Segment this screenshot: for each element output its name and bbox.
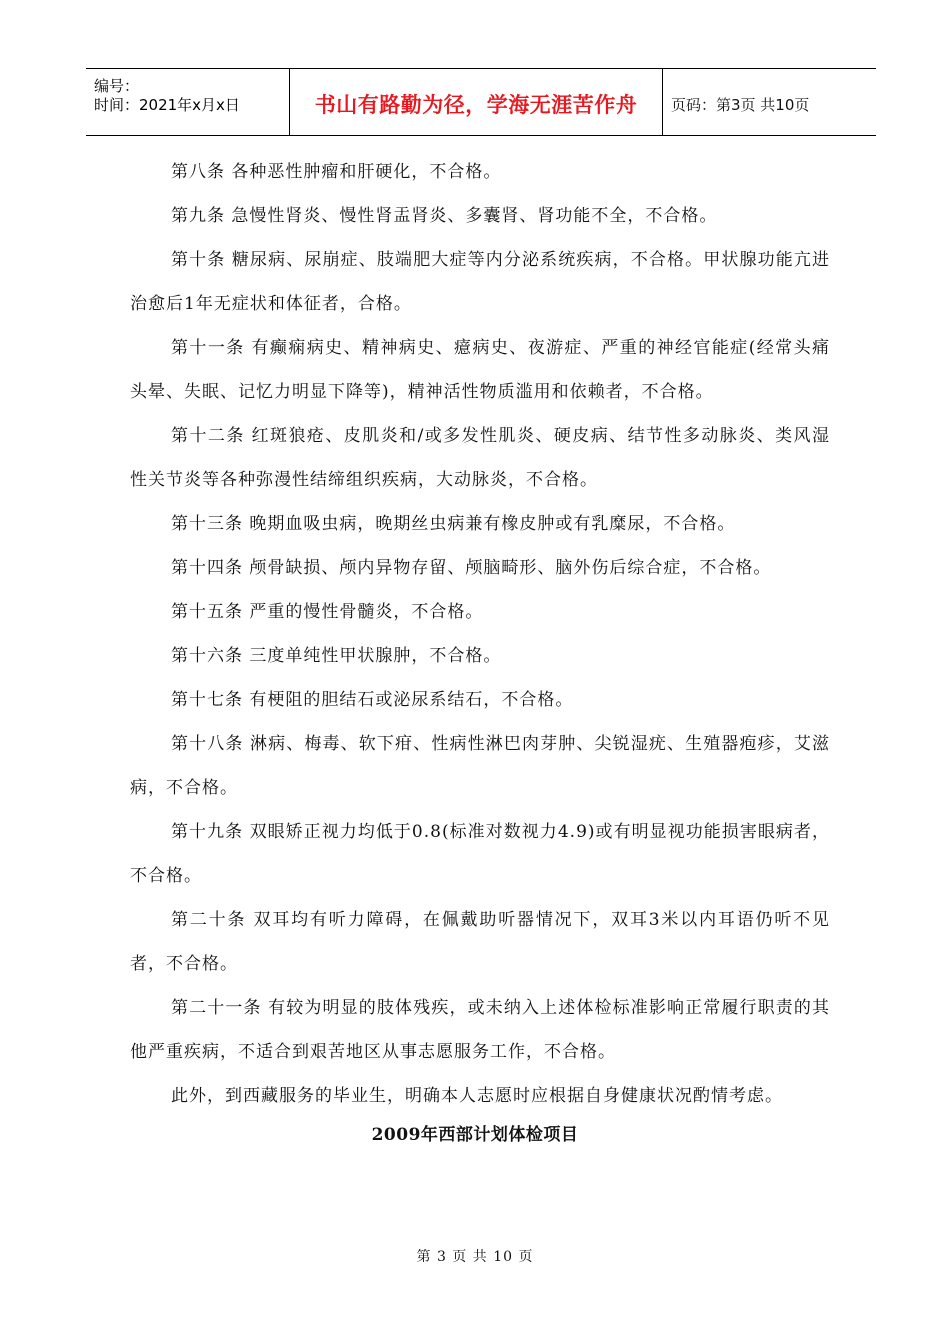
header-meta	[86, 69, 289, 135]
header-motto: 书山有路勤为径，学海无涯苦作舟	[314, 93, 638, 117]
document-time-label: 时间：2021年x月x日	[94, 96, 240, 114]
article-16: 第十六条 三度单纯性甲状腺肿，不合格。	[171, 646, 502, 666]
article-14: 第十四条 颅骨缺损、颅内异物存留、颅脑畸形、脑外伤后综合症，不合格。	[171, 558, 772, 578]
article-8: 第八条 各种恶性肿瘤和肝硬化，不合格。	[171, 162, 502, 182]
document-body	[130, 150, 830, 1118]
article-15: 第十五条 严重的慢性骨髓炎，不合格。	[171, 602, 484, 622]
article-9: 第九条 急慢性肾炎、慢性肾盂肾炎、多囊肾、肾功能不全，不合格。	[171, 206, 718, 226]
section-title: 2009年西部计划体检项目	[371, 1125, 579, 1145]
article-18: 第十八条 淋病、梅毒、软下疳、性病性淋巴肉芽肿、尖锐湿疣、生殖器疱疹，艾滋病，不合格。	[130, 734, 830, 798]
article-21: 第二十一条 有较为明显的肢体残疾，或未纳入上述体检标准影响正常履行职责的其他严重疾病，不适合到艰苦地区从事志愿服务工作，不合格。	[130, 998, 830, 1062]
article-20: 第二十条 双耳均有听力障碍，在佩戴助听器情况下，双耳3米以内耳语仍听不见者，不合格。	[130, 910, 830, 974]
article-19: 第十九条 双眼矫正视力均低于0.8(标准对数视力4.9)或有明显视功能损害眼病者，不合格。	[130, 822, 830, 886]
header-page-info: 页码：第3页 共10页	[671, 95, 810, 114]
document-number-label: 编号：	[94, 77, 140, 95]
header-motto-cell	[289, 69, 663, 135]
page-header	[86, 68, 876, 136]
article-11: 第十一条 有癫痫病史、精神病史、癔病史、夜游症、严重的神经官能症(经常头痛头晕、失眠、记忆力明显下降等)，精神活性物质滥用和依赖者，不合格。	[130, 338, 830, 402]
article-10: 第十条 糖尿病、尿崩症、肢端肥大症等内分泌系统疾病，不合格。甲状腺功能亢进治愈后1年无症状和体征者，合格。	[130, 250, 830, 314]
article-12: 第十二条 红斑狼疮、皮肌炎和/或多发性肌炎、硬皮病、结节性多动脉炎、类风湿性关节炎等各种弥漫性结缔组织疾病，大动脉炎，不合格。	[130, 426, 830, 490]
page-footer: 第 3 页 共 10 页	[416, 1249, 534, 1265]
article-17: 第十七条 有梗阻的胆结石或泌尿系结石，不合格。	[171, 690, 574, 710]
article-13: 第十三条 晚期血吸虫病，晚期丝虫病兼有橡皮肿或有乳糜尿，不合格。	[171, 514, 736, 534]
closing-note: 此外，到西藏服务的毕业生，明确本人志愿时应根据自身健康状况酌情考虑。	[171, 1086, 783, 1106]
